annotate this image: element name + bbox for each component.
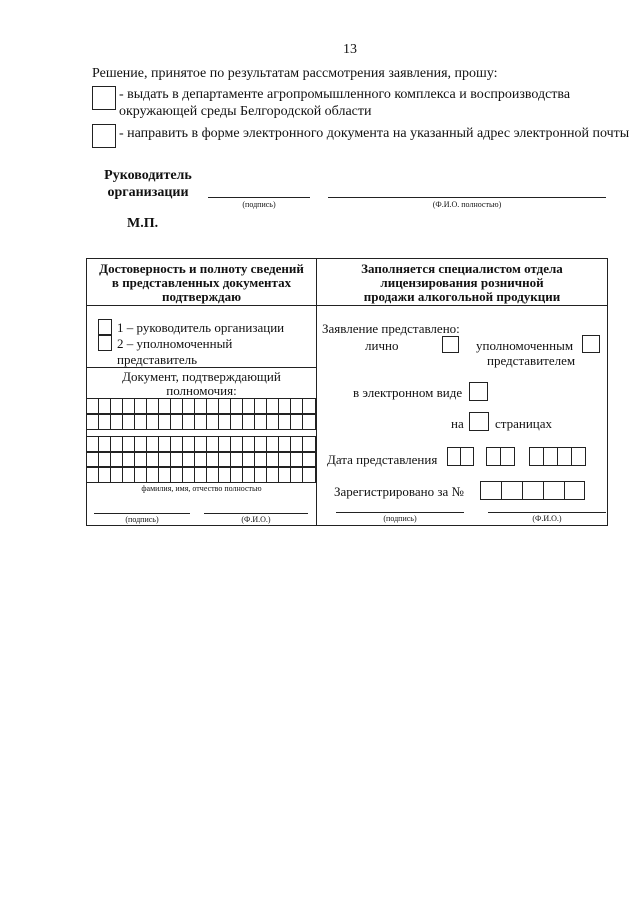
head-sign-caption: (подпись) bbox=[242, 200, 276, 209]
option-email-checkbox[interactable] bbox=[92, 124, 116, 148]
registered-label: Зарегистрировано за № bbox=[334, 484, 464, 499]
date-year-field[interactable] bbox=[529, 447, 585, 466]
pages-suffix: страницах bbox=[495, 416, 553, 431]
head-title-line2: организации bbox=[107, 185, 189, 200]
fio-full-caption: фамилия, имя, отчество полностью bbox=[141, 484, 262, 493]
right-fio-line bbox=[488, 512, 606, 513]
left-sign-caption: (подпись) bbox=[125, 515, 159, 524]
date-month-field[interactable] bbox=[486, 447, 514, 466]
decision-intro: Решение, принятое по результатам рассмотрения заявления, прошу: bbox=[92, 66, 498, 81]
right-header-line3: продажи алкогольной продукции bbox=[363, 289, 561, 304]
option-issue-label-1: - выдать в департаменте агропромышленного комплекса и воспроизводства bbox=[119, 87, 571, 102]
option-issue-checkbox[interactable] bbox=[92, 86, 116, 110]
option-rep-checkbox[interactable] bbox=[98, 335, 112, 351]
option-issue-label-2: окружающей среды Белгородской области bbox=[119, 104, 372, 119]
stamp-label: М.П. bbox=[127, 216, 159, 231]
date-day-field[interactable] bbox=[447, 447, 473, 466]
right-sign-caption: (подпись) bbox=[383, 514, 417, 523]
left-header-line2: в представленных документах bbox=[111, 275, 292, 290]
by-rep-label-1: уполномоченным bbox=[476, 338, 574, 353]
left-header-line1: Достоверность и полноту сведений bbox=[99, 261, 304, 276]
head-fio-line bbox=[328, 197, 606, 198]
option-head-checkbox[interactable] bbox=[98, 319, 112, 335]
personally-label: лично bbox=[365, 338, 399, 353]
doc-letter-grid-2[interactable] bbox=[86, 413, 317, 430]
left-row-rule bbox=[86, 367, 316, 368]
pages-prefix: на bbox=[451, 416, 464, 431]
date-label: Дата представления bbox=[327, 452, 438, 467]
option-rep-label-2: представитель bbox=[117, 352, 198, 367]
right-header-line1: Заполняется специалистом отдела bbox=[361, 261, 563, 276]
option-head-label: 1 – руководитель организации bbox=[117, 320, 285, 335]
right-header-line2: лицензирования розничной bbox=[380, 275, 544, 290]
left-sign-line bbox=[94, 513, 190, 514]
left-fio-line bbox=[204, 513, 308, 514]
by-rep-checkbox[interactable] bbox=[582, 335, 600, 353]
option-email-label: - направить в форме электронного документа на указанный адрес электронной почты bbox=[119, 126, 630, 141]
head-fio-caption: (Ф.И.О. полностью) bbox=[432, 200, 502, 209]
doc-label-2: полномочия: bbox=[166, 383, 237, 398]
head-title-line1: Руководитель bbox=[104, 168, 192, 183]
table-header-rule bbox=[86, 305, 608, 306]
doc-label-1: Документ, подтверждающий bbox=[122, 369, 281, 384]
right-fio-caption: (Ф.И.О.) bbox=[532, 514, 562, 523]
pages-count-box[interactable] bbox=[469, 412, 489, 431]
by-rep-label-2: представителем bbox=[487, 353, 576, 368]
registration-number-field[interactable] bbox=[480, 481, 584, 500]
right-sign-line bbox=[336, 512, 464, 513]
electronic-label: в электронном виде bbox=[353, 385, 463, 400]
head-sign-line bbox=[208, 197, 310, 198]
name-letter-grid-3[interactable] bbox=[86, 466, 317, 483]
electronic-checkbox[interactable] bbox=[469, 382, 488, 401]
left-header-line3: подтверждаю bbox=[161, 289, 242, 304]
option-rep-label-1: 2 – уполномоченный bbox=[117, 336, 233, 351]
page-number: 13 bbox=[343, 42, 357, 57]
left-fio-caption: (Ф.И.О.) bbox=[241, 515, 271, 524]
submitted-label: Заявление представлено: bbox=[322, 321, 460, 336]
personally-checkbox[interactable] bbox=[442, 336, 459, 353]
